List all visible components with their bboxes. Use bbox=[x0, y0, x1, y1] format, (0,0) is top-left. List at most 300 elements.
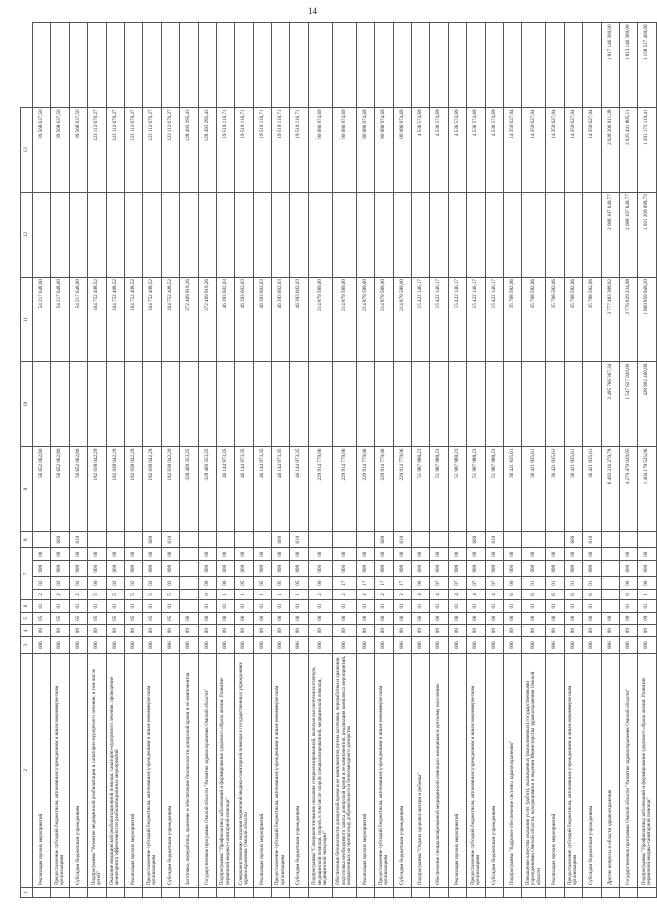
table-row bbox=[308, 23, 332, 898]
amount-cell bbox=[308, 192, 332, 277]
empty-code: 610 bbox=[583, 531, 601, 548]
row-number bbox=[467, 887, 485, 897]
amount-cell: 14 350 627,04 bbox=[522, 107, 546, 192]
expense-type-code bbox=[601, 548, 619, 560]
amount-cell: 1 158 517 400,00 bbox=[638, 23, 656, 108]
amount-cell: 123 112 670,27 bbox=[106, 107, 124, 192]
event-code: 00 bbox=[638, 577, 656, 589]
item-name: Реализация прочих мероприятий bbox=[124, 653, 142, 887]
empty-code bbox=[546, 531, 564, 548]
article-code: 999 bbox=[290, 560, 308, 577]
expense-type-code: 00 bbox=[503, 548, 521, 560]
subprogram-code: 6 bbox=[522, 589, 546, 599]
amount-cell bbox=[564, 23, 582, 108]
item-name: Реализация прочих мероприятий bbox=[356, 653, 374, 887]
table-row bbox=[106, 23, 124, 898]
amount-cell: 46 144 973,35 bbox=[290, 447, 308, 532]
table-row bbox=[33, 23, 51, 898]
section-code: 09 bbox=[88, 625, 106, 637]
amount-cell: 2 068 107 649,77 bbox=[601, 192, 619, 277]
item-name: Предоставление субсидий бюджетным, автономным учреждениям и иным некоммерческим организациям bbox=[272, 653, 290, 887]
subsection-code: 06 bbox=[332, 612, 356, 624]
row-number bbox=[253, 887, 271, 897]
event-code: 17 bbox=[332, 577, 356, 589]
empty-code: 600 bbox=[375, 531, 393, 548]
amount-cell bbox=[467, 192, 485, 277]
amount-cell: 2 495 766 367,34 bbox=[601, 362, 619, 447]
amount-cell bbox=[583, 192, 601, 277]
column-header: 13 bbox=[21, 107, 33, 192]
event-code: 00 bbox=[412, 577, 430, 589]
expense-type-code: 00 bbox=[33, 548, 51, 560]
amount-cell bbox=[143, 192, 161, 277]
amount-cell: 4 536 574,69 bbox=[448, 107, 466, 192]
amount-cell bbox=[235, 362, 253, 447]
empty-code: 600 bbox=[272, 531, 290, 548]
program-code: 01 bbox=[448, 600, 466, 612]
amount-cell: 372 469 919,26 bbox=[198, 277, 216, 362]
amount-cell: 39 568 637,50 bbox=[51, 107, 69, 192]
subsection-code: 06 bbox=[430, 612, 448, 624]
expense-type-code: 00 bbox=[448, 548, 466, 560]
row-number bbox=[308, 887, 332, 897]
column-header: 12 bbox=[21, 192, 33, 277]
expense-type-code: 00 bbox=[430, 548, 448, 560]
article-code: 999 bbox=[448, 560, 466, 577]
program-code: 01 bbox=[88, 600, 106, 612]
row-number bbox=[33, 887, 51, 897]
expense-type-code: 00 bbox=[583, 548, 601, 560]
event-code: 17 bbox=[393, 577, 411, 589]
amount-cell: 6 493 216 270,78 bbox=[601, 447, 619, 532]
admin-code: 006 bbox=[143, 637, 161, 654]
amount-cell bbox=[430, 362, 448, 447]
expense-type-code: 00 bbox=[272, 548, 290, 560]
empty-code: 610 bbox=[69, 531, 87, 548]
item-name: Субсидии бюджетным учреждениям bbox=[161, 653, 179, 887]
table-row bbox=[143, 23, 161, 898]
empty-code bbox=[88, 531, 106, 548]
subsection-code: 06 bbox=[467, 612, 485, 624]
table-row bbox=[198, 23, 216, 898]
subsection-code: 05 bbox=[106, 612, 124, 624]
program-code: 01 bbox=[33, 600, 51, 612]
item-name: Подпрограмма "Кадровое обеспечение системы здравоохранения" bbox=[503, 653, 521, 887]
amount-cell: 36 421 835,61 bbox=[522, 447, 546, 532]
row-number bbox=[619, 887, 637, 897]
amount-cell: 36 421 835,61 bbox=[583, 447, 601, 532]
amount-cell bbox=[198, 362, 216, 447]
table-row bbox=[430, 23, 448, 898]
subprogram-code: 4 bbox=[412, 589, 430, 599]
page-number: 14 bbox=[308, 6, 317, 16]
admin-code: 006 bbox=[198, 637, 216, 654]
event-code: 02 bbox=[143, 577, 161, 589]
section-code: 09 bbox=[198, 625, 216, 637]
event-code: 00 bbox=[216, 577, 234, 589]
column-header: 2 bbox=[21, 653, 33, 887]
amount-cell: 90 086 974,69 bbox=[356, 107, 374, 192]
item-name: Заготовка, переработка, хранение и обеспечение безопасности донорской крови и ее компонентов bbox=[180, 653, 198, 887]
row-number bbox=[51, 887, 69, 897]
amount-cell: 51 987 988,23 bbox=[448, 447, 466, 532]
amount-cell: 182 038 042,29 bbox=[124, 447, 142, 532]
amount-cell bbox=[216, 192, 234, 277]
subsection-code: 06 bbox=[393, 612, 411, 624]
amount-cell bbox=[546, 23, 564, 108]
amount-cell: 4 536 574,69 bbox=[430, 107, 448, 192]
event-code: 17 bbox=[356, 577, 374, 589]
table-row bbox=[88, 23, 106, 898]
subsection-code: 05 bbox=[51, 612, 69, 624]
program-code: 01 bbox=[546, 600, 564, 612]
amount-cell: 46 144 973,35 bbox=[272, 447, 290, 532]
admin-code: 006 bbox=[124, 637, 142, 654]
admin-code: 006 bbox=[180, 637, 198, 654]
expense-type-code: 00 bbox=[143, 548, 161, 560]
amount-cell bbox=[430, 192, 448, 277]
empty-code: 600 bbox=[51, 531, 69, 548]
amount-cell bbox=[143, 362, 161, 447]
amount-cell bbox=[332, 192, 356, 277]
event-code: 05 bbox=[272, 577, 290, 589]
section-code: 09 bbox=[503, 625, 521, 637]
budget-table-wrapper bbox=[20, 22, 653, 898]
article-code: 999 bbox=[583, 560, 601, 577]
amount-cell bbox=[503, 192, 521, 277]
section-code: 09 bbox=[393, 625, 411, 637]
event-code: 00 bbox=[308, 577, 332, 589]
article-code: 999 bbox=[33, 560, 51, 577]
table-row bbox=[583, 23, 601, 898]
amount-cell bbox=[356, 23, 374, 108]
section-code: 09 bbox=[564, 625, 582, 637]
amount-cell: 123 112 670,27 bbox=[124, 107, 142, 192]
article-code: 999 bbox=[51, 560, 69, 577]
amount-cell: 229 914 779,06 bbox=[332, 447, 356, 532]
amount-cell: 90 086 974,69 bbox=[308, 107, 332, 192]
program-code: 01 bbox=[235, 600, 253, 612]
program-code: 01 bbox=[69, 600, 87, 612]
admin-code: 006 bbox=[583, 637, 601, 654]
column-header: 6 bbox=[21, 600, 33, 612]
expense-type-code: 00 bbox=[393, 548, 411, 560]
amount-cell: 229 914 779,06 bbox=[375, 447, 393, 532]
amount-cell: 4 270 470 020,95 bbox=[619, 447, 637, 532]
row-number bbox=[546, 887, 564, 897]
event-code: 01 bbox=[583, 577, 601, 589]
amount-cell: 19 519 116,71 bbox=[272, 107, 290, 192]
article-code bbox=[180, 560, 198, 577]
program-code: 01 bbox=[583, 600, 601, 612]
admin-code: 006 bbox=[503, 637, 521, 654]
table-row bbox=[253, 23, 271, 898]
subsection-code: 06 bbox=[235, 612, 253, 624]
table-row bbox=[448, 23, 466, 898]
admin-code: 006 bbox=[356, 637, 374, 654]
program-code: 01 bbox=[272, 600, 290, 612]
event-code: 05 bbox=[235, 577, 253, 589]
item-name: Субсидии бюджетным учреждениям bbox=[290, 653, 308, 887]
table-row bbox=[216, 23, 234, 898]
event-code: 07 bbox=[448, 577, 466, 589]
amount-cell bbox=[503, 23, 521, 108]
subsection-code: 06 bbox=[522, 612, 546, 624]
subprogram-code: 2 bbox=[308, 589, 332, 599]
amount-cell: 35 768 582,06 bbox=[583, 277, 601, 362]
empty-code: 610 bbox=[393, 531, 411, 548]
amount-cell: 214 879 589,00 bbox=[332, 277, 356, 362]
subprogram-code: 1 bbox=[253, 589, 271, 599]
article-code: 000 bbox=[332, 560, 356, 577]
program-code: 01 bbox=[198, 600, 216, 612]
section-code: 09 bbox=[308, 625, 332, 637]
article-code: 999 bbox=[253, 560, 271, 577]
subprogram-code: 5 bbox=[106, 589, 124, 599]
amount-cell: 54 217 648,00 bbox=[51, 277, 69, 362]
event-code: 02 bbox=[33, 577, 51, 589]
amount-cell bbox=[235, 23, 253, 108]
empty-code bbox=[619, 531, 637, 548]
amount-cell bbox=[51, 23, 69, 108]
expense-type-code: 00 bbox=[88, 548, 106, 560]
event-code: 00 bbox=[88, 577, 106, 589]
amount-cell bbox=[124, 23, 142, 108]
item-name: Оказание медицинской реабилитационной помощи, санаторно-курортного лечения, проведение мониторинга эффективности реабилитационных мероприятий bbox=[106, 653, 124, 887]
amount-cell bbox=[161, 192, 179, 277]
article-code: 999 bbox=[356, 560, 374, 577]
amount-cell bbox=[564, 192, 582, 277]
amount-cell: 15 422 146,17 bbox=[448, 277, 466, 362]
amount-cell: 56 652 062,80 bbox=[69, 447, 87, 532]
subsection-code: 05 bbox=[33, 612, 51, 624]
amount-cell: 164 752 408,52 bbox=[124, 277, 142, 362]
amount-cell bbox=[253, 23, 271, 108]
expense-type-code: 00 bbox=[253, 548, 271, 560]
amount-cell bbox=[69, 362, 87, 447]
amount-cell: 46 393 602,03 bbox=[235, 277, 253, 362]
empty-code bbox=[124, 531, 142, 548]
amount-cell: 51 987 988,23 bbox=[430, 447, 448, 532]
budget-table bbox=[20, 22, 657, 898]
admin-code: 006 bbox=[290, 637, 308, 654]
subprogram-code: 2 bbox=[375, 589, 393, 599]
empty-code bbox=[106, 531, 124, 548]
event-code bbox=[601, 577, 619, 589]
amount-cell: 182 038 042,29 bbox=[161, 447, 179, 532]
section-code: 09 bbox=[161, 625, 179, 637]
section-code: 09 bbox=[412, 625, 430, 637]
amount-cell bbox=[393, 362, 411, 447]
column-header: 9 bbox=[21, 447, 33, 532]
amount-cell bbox=[430, 23, 448, 108]
expense-type-code: 00 bbox=[619, 548, 637, 560]
admin-code: 006 bbox=[619, 637, 637, 654]
amount-cell: 2 025 441 805,11 bbox=[619, 107, 637, 192]
table-row bbox=[161, 23, 179, 898]
amount-cell: 36 421 835,61 bbox=[546, 447, 564, 532]
row-number bbox=[564, 887, 582, 897]
admin-code: 006 bbox=[601, 637, 619, 654]
amount-cell: 14 350 627,04 bbox=[546, 107, 564, 192]
amount-cell: 90 086 974,69 bbox=[393, 107, 411, 192]
subprogram-code: 4 bbox=[430, 589, 448, 599]
admin-code: 006 bbox=[546, 637, 564, 654]
section-code: 09 bbox=[124, 625, 142, 637]
admin-code: 006 bbox=[638, 637, 656, 654]
program-code: 01 bbox=[412, 600, 430, 612]
item-name: Предоставление субсидий бюджетным, автономным учреждениям и иным некоммерческим организациям bbox=[375, 653, 393, 887]
expense-type-code: 00 bbox=[546, 548, 564, 560]
amount-cell bbox=[216, 362, 234, 447]
row-number bbox=[235, 887, 253, 897]
subprogram-code: 6 bbox=[583, 589, 601, 599]
item-name: Реализация прочих мероприятий bbox=[448, 653, 466, 887]
amount-cell: 328 469 353,25 bbox=[198, 447, 216, 532]
amount-cell: 35 768 582,06 bbox=[503, 277, 521, 362]
section-code: 09 bbox=[272, 625, 290, 637]
row-number bbox=[272, 887, 290, 897]
article-code: 999 bbox=[124, 560, 142, 577]
amount-cell bbox=[467, 23, 485, 108]
amount-cell bbox=[393, 23, 411, 108]
amount-cell: 46 144 973,35 bbox=[235, 447, 253, 532]
amount-cell bbox=[583, 362, 601, 447]
article-code: 999 bbox=[272, 560, 290, 577]
row-number bbox=[106, 887, 124, 897]
amount-cell: 2 068 107 649,77 bbox=[619, 192, 637, 277]
program-code: 01 bbox=[332, 600, 356, 612]
amount-cell bbox=[161, 362, 179, 447]
item-name: Подпрограмма "Совершенствование оказания специализированной, включая высокотехнологичную, медицинской помощи, скорой, в том числе скорой специализированной, медицинской помощи, медицинской эвакуации" bbox=[308, 653, 332, 887]
amount-cell bbox=[375, 192, 393, 277]
empty-code: 600 bbox=[467, 531, 485, 548]
subsection-code: 06 bbox=[216, 612, 234, 624]
program-code: 01 bbox=[375, 600, 393, 612]
subprogram-code: 2 bbox=[332, 589, 356, 599]
amount-cell: 51 987 988,23 bbox=[485, 447, 503, 532]
row-number bbox=[393, 887, 411, 897]
amount-cell bbox=[124, 192, 142, 277]
admin-code: 006 bbox=[51, 637, 69, 654]
empty-code bbox=[356, 531, 374, 548]
amount-cell bbox=[235, 192, 253, 277]
program-code: 01 bbox=[393, 600, 411, 612]
amount-cell bbox=[546, 192, 564, 277]
event-code: 02 bbox=[106, 577, 124, 589]
section-code: 09 bbox=[216, 625, 234, 637]
admin-code: 006 bbox=[216, 637, 234, 654]
item-name: Подпрограмма "Профилактика заболеваний и формирование здорового образа жизни. Развитие первичной медико-санитарной помощи" bbox=[216, 653, 234, 887]
amount-cell bbox=[51, 192, 69, 277]
subprogram-code: 4 bbox=[467, 589, 485, 599]
subsection-code: 06 bbox=[485, 612, 503, 624]
amount-cell: 56 652 062,80 bbox=[33, 447, 51, 532]
section-code: 09 bbox=[430, 625, 448, 637]
amount-cell: 56 652 062,80 bbox=[51, 447, 69, 532]
table-row bbox=[124, 23, 142, 898]
item-name: Государственная программа Омской области "Развитие здравоохранения Омской области" bbox=[198, 653, 216, 887]
event-code: 05 bbox=[290, 577, 308, 589]
expense-type-code: 00 bbox=[235, 548, 253, 560]
amount-cell: 46 393 602,03 bbox=[253, 277, 271, 362]
amount-cell: 35 768 582,06 bbox=[546, 277, 564, 362]
expense-type-code: 00 bbox=[51, 548, 69, 560]
amount-cell: 128 493 295,43 bbox=[198, 107, 216, 192]
program-code: 01 bbox=[143, 600, 161, 612]
amount-cell bbox=[485, 23, 503, 108]
amount-cell: 214 879 589,00 bbox=[375, 277, 393, 362]
expense-type-code: 00 bbox=[106, 548, 124, 560]
table-row bbox=[356, 23, 374, 898]
program-code: 01 bbox=[106, 600, 124, 612]
amount-cell: 14 350 627,04 bbox=[583, 107, 601, 192]
column-header: 10 bbox=[21, 362, 33, 447]
article-code: 000 bbox=[235, 560, 253, 577]
item-name: Предоставление субсидий бюджетным, автономным учреждениям и иным некоммерческим организациям bbox=[51, 653, 69, 887]
amount-cell bbox=[308, 362, 332, 447]
amount-cell: 214 879 589,00 bbox=[393, 277, 411, 362]
row-number bbox=[638, 887, 656, 897]
amount-cell bbox=[375, 362, 393, 447]
row-number bbox=[356, 887, 374, 897]
section-code: 09 bbox=[619, 625, 637, 637]
amount-cell: 36 421 835,61 bbox=[564, 447, 582, 532]
section-code: 09 bbox=[448, 625, 466, 637]
program-code: 01 bbox=[216, 600, 234, 612]
table-row bbox=[467, 23, 485, 898]
row-number bbox=[290, 887, 308, 897]
subsection-code: 05 bbox=[88, 612, 106, 624]
amount-cell bbox=[485, 192, 503, 277]
subsection-code: 06 bbox=[356, 612, 374, 624]
table-row bbox=[638, 23, 656, 898]
amount-cell bbox=[522, 192, 546, 277]
admin-code: 006 bbox=[393, 637, 411, 654]
expense-type-code: 00 bbox=[564, 548, 582, 560]
row-number bbox=[332, 887, 356, 897]
article-code: 000 bbox=[106, 560, 124, 577]
amount-cell: 182 038 042,29 bbox=[88, 447, 106, 532]
event-code: 00 bbox=[503, 577, 521, 589]
table-row bbox=[235, 23, 253, 898]
article-code: 000 bbox=[216, 560, 234, 577]
subprogram-code: 5 bbox=[161, 589, 179, 599]
empty-code bbox=[430, 531, 448, 548]
amount-cell: 15 422 146,17 bbox=[467, 277, 485, 362]
admin-code: 006 bbox=[522, 637, 546, 654]
amount-cell bbox=[290, 23, 308, 108]
section-code: 09 bbox=[180, 625, 198, 637]
admin-code: 006 bbox=[33, 637, 51, 654]
subsection-code: 06 bbox=[290, 612, 308, 624]
empty-code bbox=[522, 531, 546, 548]
amount-cell: 54 217 648,00 bbox=[69, 277, 87, 362]
item-name: Другие вопросы в области здравоохранения bbox=[601, 653, 619, 887]
table-row bbox=[619, 23, 637, 898]
subsection-code: 06 bbox=[253, 612, 271, 624]
amount-cell bbox=[253, 362, 271, 447]
amount-cell bbox=[69, 23, 87, 108]
amount-cell bbox=[106, 23, 124, 108]
amount-cell: 90 086 974,69 bbox=[375, 107, 393, 192]
row-number bbox=[198, 887, 216, 897]
amount-cell bbox=[503, 362, 521, 447]
amount-cell bbox=[583, 23, 601, 108]
program-code: 01 bbox=[290, 600, 308, 612]
section-code: 09 bbox=[467, 625, 485, 637]
admin-code: 006 bbox=[564, 637, 582, 654]
